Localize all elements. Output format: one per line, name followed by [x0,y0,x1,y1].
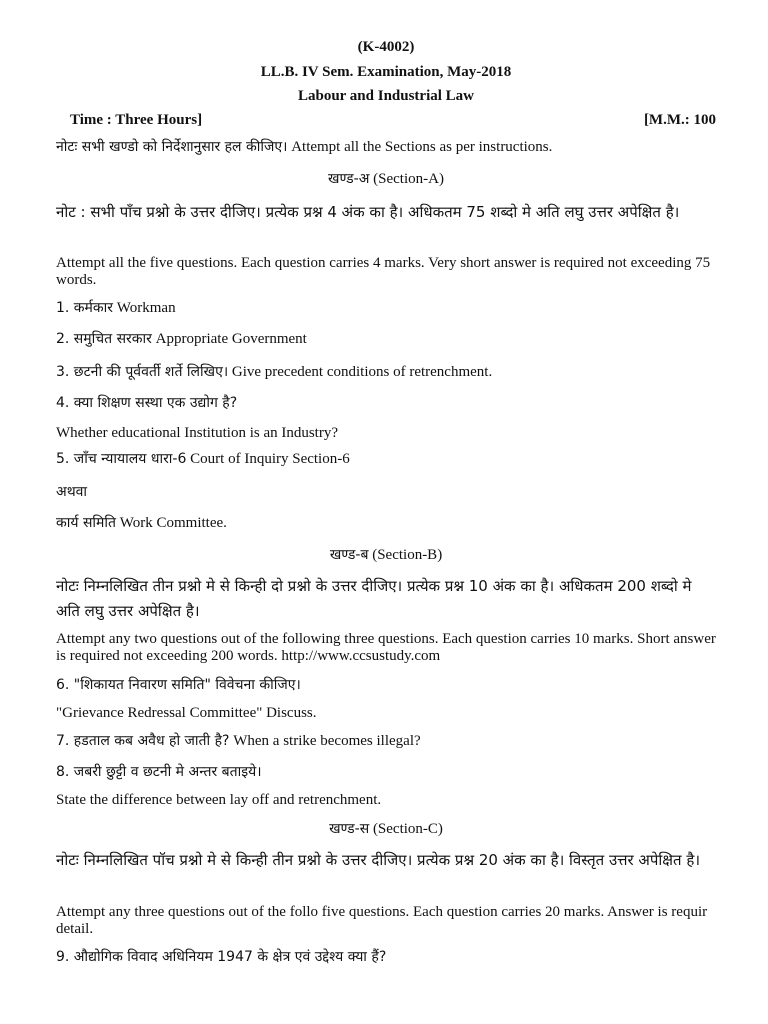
question-3 [56,363,716,381]
paper-code: (K-4002) [357,39,415,55]
section-a-heading-hindi: खण्ड-अ [328,171,370,187]
section-a-note-hindi: नोट : सभी पाँच प्रश्नो के उत्तर दीजिए। प्रत्येक प्रश्न 4 अंक का है। अधिकतम 75 शब्दो मे अति लघु उत्तर अपेक्षित है। [56,203,680,221]
section-c-note-hindi: नोटः निम्नलिखित पॉच प्रश्नो मे से किन्ही तीन प्रश्नो के उत्तर दीजिए। प्रत्येक प्रश्न 20 अंक का है। विस्तृत उत्तर अपेक्षित है। [56,851,701,869]
question-4-hindi: 4. क्या शिक्षण सस्था एक उद्योग है? [56,395,238,411]
question-5-alternative-english: Work Committee. [119,515,227,531]
section-a-heading-english: (Section-A) [373,171,444,187]
question-7-english: When a strike becomes illegal? [233,733,421,749]
question-1-english: Workman [116,300,176,316]
question-4-english: Whether educational Institution is an Industry? [56,425,339,441]
section-c-note-english: Attempt any three questions out of the follo five questions. Each question carries 20 marks. Answer is requir detail. [56,904,708,937]
question-9-hindi: 9. औद्योगिक विवाद अधिनियम 1947 के क्षेत्र एवं उद्देश्य क्या हैं? [56,949,387,965]
subject-title: Labour and Industrial Law [297,88,475,104]
question-6-english: "Grievance Redressal Committee" Discuss. [56,705,317,721]
general-note-english: Attempt all the Sections as per instructions. [291,139,553,155]
question-7 [56,732,716,750]
exam-title: LL.B. IV Sem. Examination, May-2018 [260,64,512,80]
section-b-heading-english: (Section-B) [372,547,443,563]
section-a-heading [56,170,716,188]
question-5-alternative-hindi: कार्य समिति [56,515,117,531]
question-2-english: Appropriate Government [155,331,307,347]
question-5 [56,450,716,468]
section-b-note-english: Attempt any two questions out of the following three questions. Each question carries 10 marks. Short answer is required not exceeding 200 words. http://www.ccsustudy.com [56,631,716,664]
question-1 [56,299,716,317]
question-8-english: State the difference between lay off and retrenchment. [56,792,382,808]
question-5-alternative [56,514,716,532]
question-7-hindi: 7. हडताल कब अवैध हो जाती है? [56,733,230,749]
question-8-hindi: 8. जबरी छुट्टी व छटनी मे अन्तर बताइये। [56,764,262,780]
question-5-hindi: 5. जाँच न्यायालय धारा-6 [56,451,187,467]
question-1-hindi: 1. कर्मकार [56,300,114,316]
general-note [56,138,716,156]
question-2-hindi: 2. समुचित सरकार [56,331,152,347]
general-note-hindi: नोटः सभी खण्डो को निर्देशानुसार हल कीजिए। [56,139,288,155]
question-3-hindi: 3. छटनी की पूर्ववर्ती शर्ते लिखिए। [56,364,229,380]
section-c-heading-english: (Section-C) [372,821,443,837]
section-b-heading-hindi: खण्ड-ब [329,547,369,563]
max-marks: [M.M.: 100 [643,112,716,128]
question-3-english: Give precedent conditions of retrenchment. [231,364,493,380]
question-5-english: Court of Inquiry Section-6 [190,451,350,467]
section-c-heading [56,820,716,838]
question-2 [56,330,716,348]
section-c-heading-hindi: खण्ड-स [329,821,370,837]
time-label: Time : Three Hours] [70,112,203,128]
section-b-note-hindi: नोटः निम्नलिखित तीन प्रश्नो मे से किन्ही दो प्रश्नो के उत्तर दीजिए। प्रत्येक प्रश्न 10 अंक का है। अधिकतम 200 शब्दो मे अति लघु उत्तर अपेक्षित है। [56,577,692,620]
section-a-note-english: Attempt all the five questions. Each question carries 4 marks. Very short answer is required not exceeding 75 words. [56,255,711,288]
question-6-hindi: 6. "शिकायत निवारण समिति" विवेचना कीजिए। [56,677,301,693]
or-label: अथवा [56,484,88,500]
section-b-heading [56,546,716,564]
